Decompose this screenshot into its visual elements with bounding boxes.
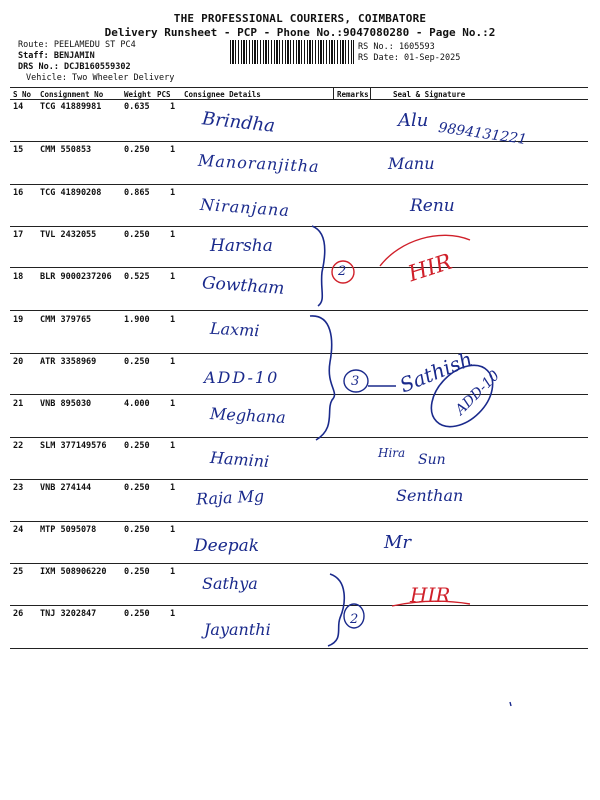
handwritten-consignee: Hamini xyxy=(209,447,270,472)
col-seal-signature: Seal & Signature xyxy=(393,90,466,99)
row-weight: 0.250 xyxy=(124,609,150,619)
row-pcs: 1 xyxy=(170,399,176,409)
row-pcs: 1 xyxy=(170,102,176,112)
row-consignment: VNB 274144 xyxy=(40,483,92,493)
row-consignment: BLR 9000237206 xyxy=(40,272,112,282)
handwritten-signature: Sun xyxy=(418,452,446,468)
row-pcs: 1 xyxy=(170,609,176,619)
row-rule xyxy=(10,394,588,395)
row-pcs: 1 xyxy=(170,188,176,198)
row-rule xyxy=(10,563,588,564)
row-pcs: 1 xyxy=(170,525,176,535)
row-weight: 0.865 xyxy=(124,188,150,198)
row-pcs: 1 xyxy=(170,230,176,240)
row-consignment: ATR 3358969 xyxy=(40,357,97,367)
row-pcs: 1 xyxy=(170,357,176,367)
remarks-divider-right xyxy=(370,87,371,99)
row-consignment: MTP 5095078 xyxy=(40,525,97,535)
red-remark-mark: HIR xyxy=(410,583,451,607)
row-rule xyxy=(10,479,588,480)
handwritten-signature: Alu xyxy=(398,110,429,131)
rs-date: RS Date: 01-Sep-2025 xyxy=(358,53,461,63)
row-sno: 18 xyxy=(13,272,24,282)
row-rule xyxy=(10,521,588,522)
row-consignment: CMM 550853 xyxy=(40,145,92,155)
col-pcs: PCS xyxy=(157,90,171,99)
row-sno: 26 xyxy=(13,609,24,619)
col-weight: Weight xyxy=(124,90,152,99)
handwritten-consignee: Manoranjitha xyxy=(197,150,321,177)
handwritten-signature: Hira xyxy=(378,446,406,460)
row-rule xyxy=(10,648,588,649)
ink-dot xyxy=(510,702,511,706)
company-title: THE PROFESSIONAL COURIERS, COIMBATORE xyxy=(173,12,427,25)
row-pcs: 1 xyxy=(170,145,176,155)
col-sno: S No xyxy=(13,90,32,99)
row-consignment: TCG 41889981 xyxy=(40,102,102,112)
handwritten-signature: Senthan xyxy=(396,486,464,505)
vehicle-label: Vehicle: Two Wheeler Delivery xyxy=(26,73,175,83)
row-weight: 0.635 xyxy=(124,102,150,112)
handwritten-signature: Mr xyxy=(384,532,412,553)
row-pcs: 1 xyxy=(170,441,176,451)
runsheet-subtitle: Delivery Runsheet - PCP - Phone No.:9047080280 - Page No.:2 xyxy=(104,26,496,39)
row-consignment: CMM 379765 xyxy=(40,315,92,325)
col-consignment: Consignment No xyxy=(40,90,104,99)
row-rule xyxy=(10,226,588,227)
handwritten-consignee: Laxmi xyxy=(209,318,260,341)
row-weight: 4.000 xyxy=(124,399,150,409)
row-pcs: 1 xyxy=(170,315,176,325)
handwritten-signature: Sathish xyxy=(396,346,476,398)
row-sno: 14 xyxy=(13,102,24,112)
row-sno: 21 xyxy=(13,399,24,409)
table-top-rule xyxy=(10,87,588,88)
row-consignment: SLM 377149576 xyxy=(40,441,107,451)
handwritten-consignee: Deepak xyxy=(194,536,260,556)
staff-label: Staff: BENJAMIN xyxy=(18,51,95,61)
row-weight: 0.250 xyxy=(124,145,150,155)
route-label: Route: PEELAMEDU ST PC4 xyxy=(18,40,136,50)
row-sno: 15 xyxy=(13,145,24,155)
bracket-stroke xyxy=(310,316,335,440)
col-remarks: Remarks xyxy=(337,90,369,99)
circled-count: 3 xyxy=(351,374,360,389)
row-consignment: TVL 2432055 xyxy=(40,230,97,240)
handwritten-signature: Renu xyxy=(410,196,455,216)
barcode-image xyxy=(230,40,354,64)
row-rule xyxy=(10,605,588,606)
row-rule xyxy=(10,437,588,438)
handwritten-consignee: Sathya xyxy=(202,574,258,593)
handwritten-phone: 9894131221 xyxy=(437,119,528,149)
row-rule xyxy=(10,267,588,268)
row-weight: 0.250 xyxy=(124,567,150,577)
handwritten-consignee: Meghana xyxy=(209,404,287,427)
handwritten-consignee: Gowtham xyxy=(201,273,286,299)
table-header-rule xyxy=(10,99,588,100)
handwritten-consignee: Raja Mg xyxy=(195,486,265,509)
red-remark-mark: HIR xyxy=(405,249,456,288)
row-pcs: 1 xyxy=(170,483,176,493)
row-sno: 24 xyxy=(13,525,24,535)
handwritten-consignee: Harsha xyxy=(210,236,273,256)
rs-number: RS No.: 1605593 xyxy=(358,42,435,52)
row-consignment: TCG 41890208 xyxy=(40,188,102,198)
row-weight: 0.250 xyxy=(124,357,150,367)
row-sno: 22 xyxy=(13,441,24,451)
row-weight: 0.250 xyxy=(124,230,150,240)
row-sno: 20 xyxy=(13,357,24,367)
row-sno: 17 xyxy=(13,230,24,240)
col-consignee: Consignee Details xyxy=(184,90,261,99)
row-pcs: 1 xyxy=(170,567,176,577)
circled-count: 2 xyxy=(338,264,347,279)
row-rule xyxy=(10,353,588,354)
remarks-divider-left xyxy=(333,87,334,99)
bracket-stroke xyxy=(312,226,325,306)
handwritten-signature: Manu xyxy=(388,154,435,173)
row-sno: 16 xyxy=(13,188,24,198)
bracket-stroke xyxy=(328,574,344,646)
row-rule xyxy=(10,310,588,311)
handwritten-consignee: Niranjana xyxy=(199,194,291,221)
row-consignment: VNB 895030 xyxy=(40,399,92,409)
row-pcs: 1 xyxy=(170,272,176,282)
handwritten-consignee: Brindha xyxy=(201,108,276,137)
row-weight: 0.250 xyxy=(124,483,150,493)
row-weight: 0.250 xyxy=(124,441,150,451)
row-sno: 25 xyxy=(13,567,24,577)
row-sno: 23 xyxy=(13,483,24,493)
row-rule xyxy=(10,184,588,185)
row-weight: 1.900 xyxy=(124,315,150,325)
drs-number: DRS No.: DCJB160559302 xyxy=(18,62,131,72)
row-weight: 0.250 xyxy=(124,525,150,535)
stamp-text: ADD-10 xyxy=(452,367,503,419)
row-sno: 19 xyxy=(13,315,24,325)
row-consignment: TNJ 3202847 xyxy=(40,609,97,619)
circled-count: 2 xyxy=(350,612,359,627)
row-consignment: IXM 508906220 xyxy=(40,567,107,577)
row-weight: 0.525 xyxy=(124,272,150,282)
handwritten-consignee: ADD-10 xyxy=(204,368,280,387)
handwritten-consignee: Jayanthi xyxy=(204,620,271,639)
